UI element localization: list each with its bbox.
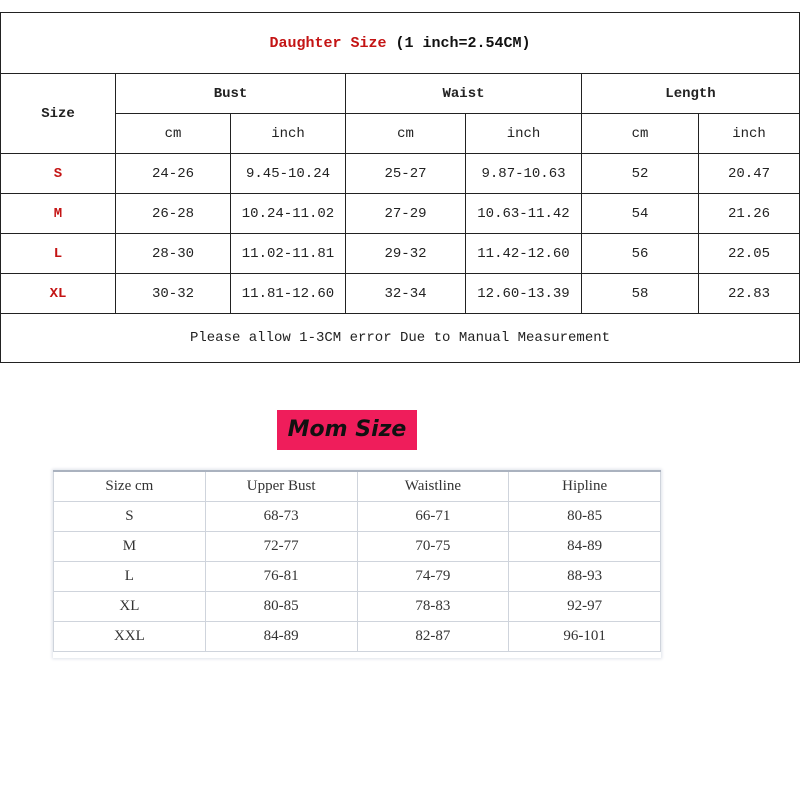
table-cell: 78-83 <box>357 592 509 622</box>
size-label: M <box>1 194 116 234</box>
table-cell: 11.42-12.60 <box>466 234 582 274</box>
table-row <box>54 562 661 592</box>
table-row <box>1 274 800 314</box>
size-column-header: Size cm <box>54 471 206 502</box>
table-cell: 68-73 <box>205 502 357 532</box>
unit-header: inch <box>699 114 800 154</box>
table-cell: 84-89 <box>509 532 661 562</box>
unit-header: inch <box>466 114 582 154</box>
table-cell: 56 <box>582 234 699 274</box>
table-cell: 28-30 <box>116 234 231 274</box>
daughter-title-label: Daughter Size <box>269 34 387 52</box>
bust-group-header: Bust <box>116 74 346 114</box>
table-cell: 11.02-11.81 <box>231 234 346 274</box>
daughter-title-conversion: (1 inch=2.54CM) <box>395 34 531 52</box>
mom-size-table <box>53 470 661 652</box>
size-label: S <box>54 502 206 532</box>
table-cell: 9.87-10.63 <box>466 154 582 194</box>
table-cell: 9.45-10.24 <box>231 154 346 194</box>
table-cell: 80-85 <box>509 502 661 532</box>
size-label: XXL <box>54 622 206 652</box>
mom-size-title: Mom Size <box>277 410 417 450</box>
table-cell: 74-79 <box>357 562 509 592</box>
size-label: S <box>1 154 116 194</box>
table-cell: 92-97 <box>509 592 661 622</box>
table-cell: 22.05 <box>699 234 800 274</box>
unit-header: cm <box>116 114 231 154</box>
daughter-table-title <box>1 13 800 74</box>
table-row <box>54 502 661 532</box>
table-cell: 72-77 <box>205 532 357 562</box>
table-cell: 30-32 <box>116 274 231 314</box>
table-cell: 88-93 <box>509 562 661 592</box>
length-group-header: Length <box>582 74 800 114</box>
table-cell: 29-32 <box>346 234 466 274</box>
table-cell: 24-26 <box>116 154 231 194</box>
table-cell: 76-81 <box>205 562 357 592</box>
table-cell: 27-29 <box>346 194 466 234</box>
table-cell: 10.24-11.02 <box>231 194 346 234</box>
table-cell: 22.83 <box>699 274 800 314</box>
mom-size-table-container <box>53 470 661 658</box>
size-label: M <box>54 532 206 562</box>
waist-group-header: Waist <box>346 74 582 114</box>
table-cell: 25-27 <box>346 154 466 194</box>
unit-header: inch <box>231 114 346 154</box>
table-cell: 20.47 <box>699 154 800 194</box>
table-row <box>1 154 800 194</box>
table-row <box>1 234 800 274</box>
table-row <box>1 194 800 234</box>
table-cell: 52 <box>582 154 699 194</box>
table-cell: 26-28 <box>116 194 231 234</box>
table-row <box>54 592 661 622</box>
size-label: L <box>54 562 206 592</box>
size-label: XL <box>1 274 116 314</box>
table-cell: 12.60-13.39 <box>466 274 582 314</box>
table-cell: 96-101 <box>509 622 661 652</box>
size-column-header: Size <box>1 74 116 154</box>
size-label: XL <box>54 592 206 622</box>
daughter-size-table <box>0 12 800 363</box>
measurement-note: Please allow 1-3CM error Due to Manual Measurement <box>1 314 800 363</box>
table-cell: 70-75 <box>357 532 509 562</box>
waistline-header: Waistline <box>357 471 509 502</box>
table-cell: 11.81-12.60 <box>231 274 346 314</box>
table-cell: 21.26 <box>699 194 800 234</box>
table-cell: 84-89 <box>205 622 357 652</box>
table-cell: 82-87 <box>357 622 509 652</box>
table-cell: 10.63-11.42 <box>466 194 582 234</box>
table-row <box>54 622 661 652</box>
table-cell: 54 <box>582 194 699 234</box>
size-label: L <box>1 234 116 274</box>
unit-header: cm <box>346 114 466 154</box>
unit-header: cm <box>582 114 699 154</box>
table-cell: 80-85 <box>205 592 357 622</box>
hipline-header: Hipline <box>509 471 661 502</box>
table-cell: 32-34 <box>346 274 466 314</box>
table-cell: 66-71 <box>357 502 509 532</box>
table-cell: 58 <box>582 274 699 314</box>
upper-bust-header: Upper Bust <box>205 471 357 502</box>
table-row <box>54 532 661 562</box>
